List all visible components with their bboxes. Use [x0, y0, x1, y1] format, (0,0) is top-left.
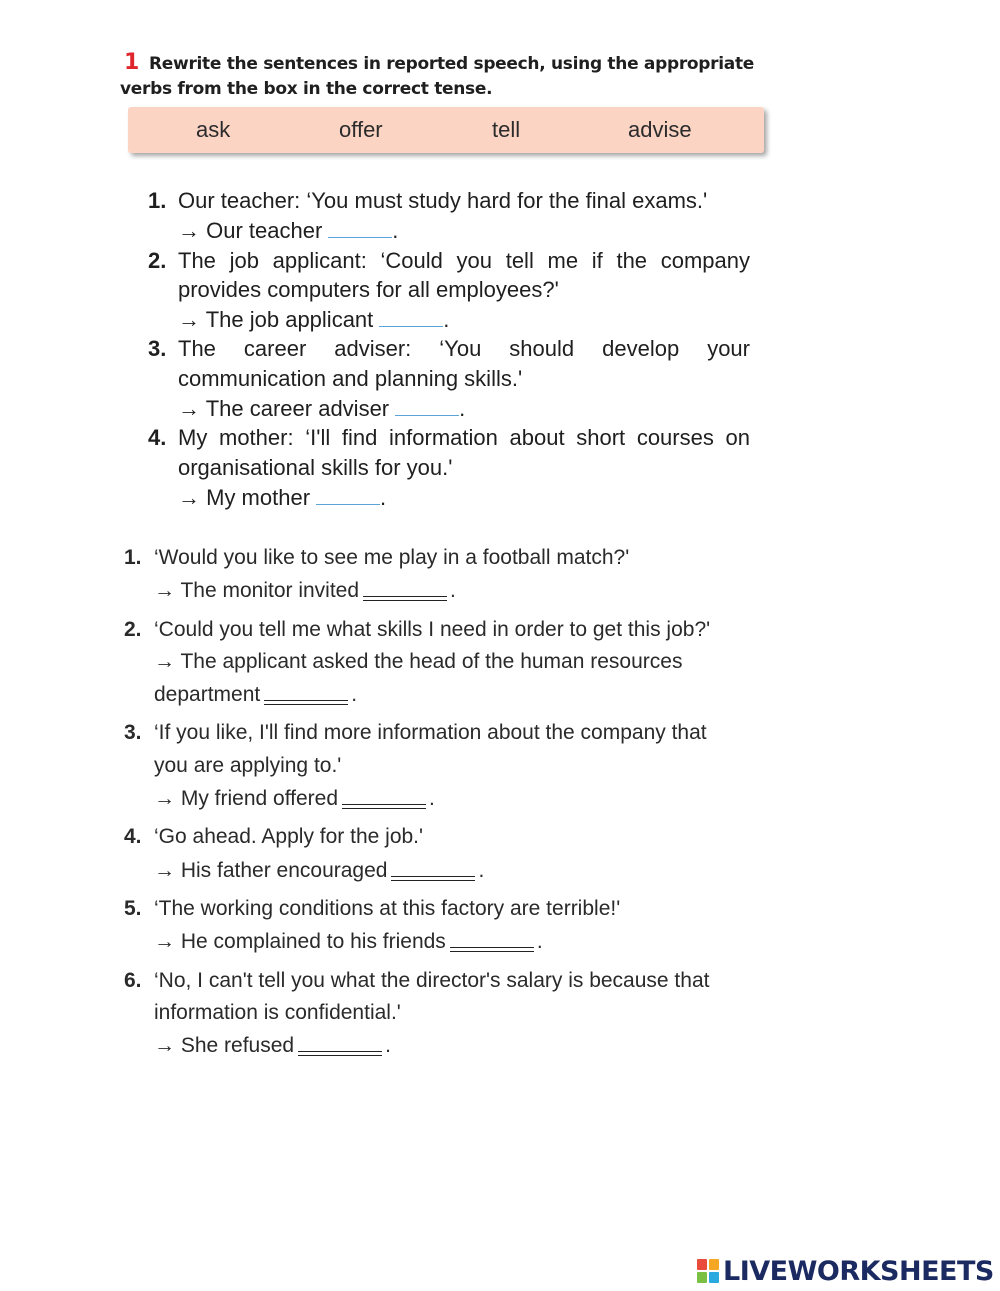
- item-quote: Our teacher: ‘You must study hard for the final exams.': [178, 188, 708, 213]
- list-item: [148, 246, 750, 335]
- answer-blank[interactable]: [450, 925, 534, 948]
- answer-end: .: [536, 930, 543, 954]
- answer-prefix: → He complained to his friends: [154, 930, 446, 954]
- answer-prefix: → His father encouraged: [154, 858, 388, 882]
- item-answer: [154, 646, 724, 712]
- word-tell: tell: [492, 117, 521, 142]
- answer-prefix: → The job applicant: [178, 307, 374, 333]
- item-number: 5.: [124, 896, 142, 920]
- item-quote: ‘The working conditions at this factory are terrible!': [154, 896, 621, 920]
- item-quote: The job applicant: ‘Could you tell me if the company provides computers for all employees?': [178, 247, 750, 302]
- item-number: 2.: [124, 617, 142, 641]
- answer-prefix: → My friend offered: [154, 787, 339, 811]
- item-quote: My mother: ‘I'll find information about short courses on organisational skills for you.': [178, 425, 750, 480]
- item-quote: ‘Would you like to see me play in a football match?': [154, 546, 630, 569]
- answer-end: .: [478, 858, 485, 882]
- item-quote: ‘Go ahead. Apply for the job.': [154, 825, 424, 849]
- answer-end: .: [450, 579, 456, 603]
- answer-prefix: → The applicant asked the head of the human resources department: [154, 649, 683, 707]
- answer-blank[interactable]: [342, 782, 426, 805]
- word-box: [128, 107, 764, 153]
- answer-blank[interactable]: [363, 574, 447, 597]
- item-quote: ‘No, I can't tell you what the director's salary is because that information is confidential.': [154, 968, 710, 1024]
- item-number: 3.: [124, 721, 142, 745]
- liveworksheets-logo: [697, 1256, 994, 1286]
- exercise-list-part1: [148, 186, 750, 512]
- item-answer: [178, 304, 750, 334]
- answer-end: .: [443, 307, 450, 333]
- answer-prefix: → The monitor invited: [154, 579, 360, 603]
- item-answer: [154, 1029, 724, 1062]
- answer-blank[interactable]: [391, 854, 475, 877]
- item-answer: [154, 782, 724, 815]
- item-number: 1.: [148, 188, 167, 213]
- answer-blank[interactable]: [328, 215, 392, 238]
- item-number: 3.: [148, 336, 167, 362]
- list-item: [124, 717, 724, 815]
- item-quote: ‘Could you tell me what skills I need in order to get this job?': [154, 617, 711, 641]
- list-item: [124, 542, 744, 608]
- answer-end: .: [380, 484, 387, 510]
- list-item: [124, 821, 744, 887]
- list-item: [124, 965, 724, 1063]
- answer-blank[interactable]: [395, 393, 459, 416]
- list-item: [148, 186, 750, 246]
- answer-prefix: → My mother: [178, 484, 311, 510]
- item-quote: ‘If you like, I'll find more information about the company that you are applying to.': [154, 721, 707, 777]
- item-answer: [178, 215, 750, 245]
- item-number: 1.: [124, 546, 142, 569]
- item-answer: [154, 925, 744, 958]
- answer-blank[interactable]: [298, 1029, 382, 1052]
- answer-prefix: → Our teacher: [178, 218, 323, 244]
- brand-name: LIVEWORKSHEETS: [723, 1255, 994, 1287]
- exercise-instruction: [120, 50, 760, 102]
- exercise-number: 1: [124, 50, 140, 75]
- exercise-list-part2: [124, 542, 744, 1068]
- word-advise: advise: [628, 117, 692, 142]
- answer-end: .: [459, 396, 466, 422]
- item-quote: The career adviser: ‘You should develop your communication and planning skills.': [178, 336, 750, 391]
- list-item: [148, 423, 750, 512]
- list-item: [124, 614, 724, 712]
- answer-blank[interactable]: [264, 678, 348, 701]
- word-offer: offer: [339, 117, 383, 142]
- list-item: [124, 893, 744, 959]
- word-ask: ask: [196, 117, 231, 142]
- item-answer: [154, 854, 744, 887]
- answer-blank[interactable]: [379, 304, 443, 327]
- answer-end: .: [429, 787, 435, 811]
- answer-end: .: [351, 683, 358, 707]
- item-number: 6.: [124, 968, 142, 992]
- item-number: 4.: [148, 425, 167, 451]
- answer-end: .: [392, 218, 399, 244]
- item-answer: [178, 393, 750, 423]
- item-number: 4.: [124, 825, 142, 849]
- liveworksheets-icon: [697, 1259, 719, 1283]
- item-answer: [178, 482, 750, 512]
- list-item: [148, 334, 750, 423]
- instruction-text: Rewrite the sentences in reported speech, using the appropriate verbs from the box in the correct tense.: [120, 54, 754, 99]
- answer-prefix: → She refused: [154, 1034, 295, 1058]
- item-number: 2.: [148, 247, 167, 273]
- answer-blank[interactable]: [316, 482, 380, 505]
- answer-prefix: → The career adviser: [178, 396, 390, 422]
- answer-end: .: [385, 1034, 391, 1058]
- item-answer: [154, 574, 744, 607]
